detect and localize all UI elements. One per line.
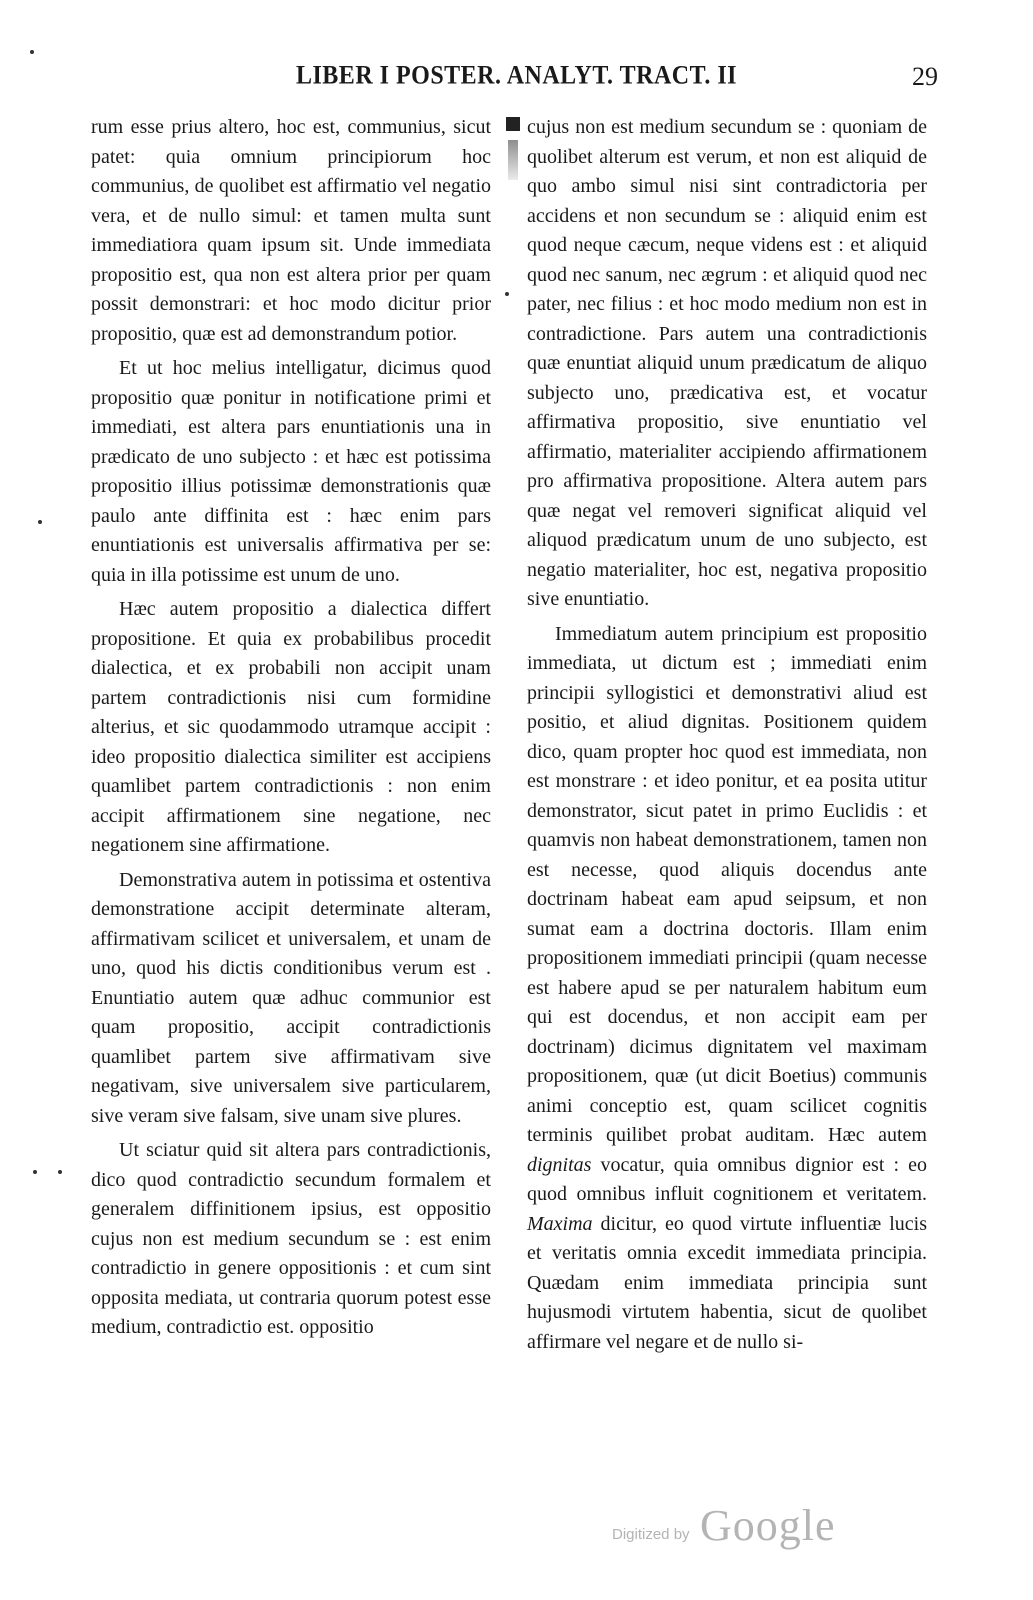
gutter-ink-mark [506, 117, 520, 131]
running-title: LIBER I POSTER. ANALYT. TRACT. II [295, 62, 738, 91]
running-head [0, 62, 1033, 102]
google-logo: Google [700, 1501, 836, 1550]
digitized-watermark [612, 1500, 862, 1560]
margin-dot [33, 1170, 37, 1174]
margin-dot [38, 520, 42, 524]
left-column [91, 113, 491, 1348]
margin-dot [58, 1170, 62, 1174]
left-paragraph-5: Ut sciatur quid sit altera pars contradictionis, dico quod contradictio secundum formalem et generalem diffinitionem ipsius, est oppositio cujus non est medium secundum se : est enim contradictio in genere oppositionis : et cum sint opposita mediata, ut contraria quorum potest esse medium, contradictio est. oppositio [91, 1139, 491, 1338]
italic-term-dignitas: dignitas [527, 1153, 592, 1176]
digitized-label: Digitized by [612, 1526, 690, 1543]
left-paragraph-2: Et ut hoc melius intelligatur, dicimus quod propositio quæ ponitur in notificatione primi et immediati, est altera pars enuntiationis una in prædicato de uno subjecto : et hæc est potissima propositio illius potissimæ demonstrationis quæ paulo ante diffinita est : hæc enim pars enuntiationis est universalis affirmativa per se: quia in illa potissime est unum de uno. [91, 357, 491, 586]
italic-term-maxima: Maxima [527, 1212, 593, 1235]
right-paragraph-2-text-b: vocatur, quia omnibus dignior est : eo quod omnibus influit cognitionem et veritatem. [527, 1153, 927, 1205]
right-paragraph-1: cujus non est medium secundum se : quoniam de quolibet alterum est verum, et non est aliquid de quo ambo simul nisi sint contradictoria per accidens et non secundum se : aliquid enim est quod neque cæcum, neque videns est : et aliquid quod nec sanum, nec ægrum : et aliquid quod nec pater, nec filius : et hoc modo medium non est in contradictione. Pars autem una contradictionis quæ enuntiat aliquid unum prædicatum de aliquo subjecto uno, prædicativa est, et vocatur affirmativa propositio, sive enuntiatio vel affirmatio, materialiter accipiendo affirmationem pro affirmativa propositione. Altera autem pars quæ negat vel removeri significat aliquid vel aliquod prædicatum unum de uno subjecto, est negatio materialiter, hoc est, negativa propositio sive enuntiatio. [527, 116, 927, 610]
left-paragraph-3: Hæc autem propositio a dialectica differt propositione. Et quia ex probabilibus procedit dialectica, et ex probabili non accipit unam partem contradictionis nisi cum formidine alterius, et sic quodammodo utramque accipit : ideo propositio dialectica similiter est accipiens quamlibet partem contradictionis : non enim accipit affirmationem sine negatione, nec negationem sine affirmatione. [91, 598, 491, 856]
left-paragraph-1: rum esse prius altero, hoc est, communius, sicut patet: quia omnium principiorum hoc communius, de quolibet est affirmatio vel negatio vera, et de nullo simul: et tamen multa sunt immediatiora quam ipsum sit. Unde immediata propositio est, qua non est altera prior per quam possit demonstrari: et hoc modo dicitur prior propositio, quæ est ad demonstrandum potior. [91, 116, 491, 345]
right-paragraph-2 [527, 620, 927, 1358]
margin-dot [505, 292, 509, 296]
gutter-smudge [508, 140, 518, 180]
right-column [527, 113, 927, 1362]
left-paragraph-4: Demonstrativa autem in potissima et ostentiva demonstratione accipit determinate alteram, affirmativam scilicet et universalem, et unam de uno, quod his dictis conditionibus verum est . Enuntiatio autem quæ adhuc communior est quam propositio, accipit contradictionis quamlibet partem sive affirmativam sive negativam, sive universalem sive particularem, sive veram sive falsam, sive unam sive plures. [91, 868, 491, 1127]
right-paragraph-2-text-c: dicitur, eo quod virtute influentiæ lucis et veritatis omnia excedit immediata principia. Quædam enim immediata principia sunt hujusmodi virtutem habentia, sicut de quolibet affirmare vel negare et de nullo si- [527, 1212, 927, 1353]
margin-dot [30, 50, 34, 54]
right-paragraph-2-text: Immediatum autem principium est propositio immediata, ut dictum est ; immediati enim principii syllogistici et demonstrativi aliud est positio, et aliud dignitas. Positionem quidem dico, quam propter hoc quod est immediata, non est monstrare : et ideo ponitur, et ea posita utitur demonstrator, sicut patet in primo Euclidis : et quamvis non habeat demonstrationem, tamen non est necesse, quod aliquis docendus ante doctrinam habeat eam apud seipsum, et non sumat eam a doctrina doctoris. Illam enim propositionem immediati principii (quam necesse est habere apud se per naturalem habitum eum qui est docendus, et non accipit eam per doctrinam) dicimus dignitatem vel maximam propositionem, quæ (ut dicit Boetius) communis animi conceptio est, quam scilicet cognitis terminis quilibet probat auditam. Hæc autem [527, 622, 927, 1146]
page-number: 29 [912, 62, 938, 91]
